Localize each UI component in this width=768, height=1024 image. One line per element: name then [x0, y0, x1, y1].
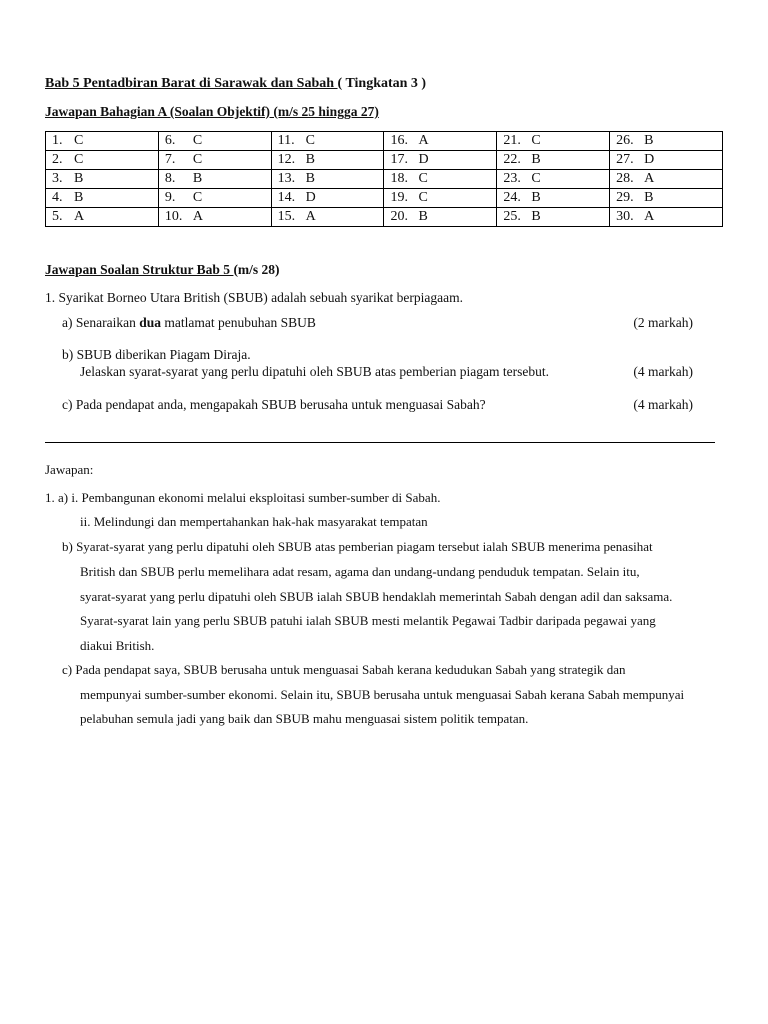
answer-letter: B [644, 190, 654, 205]
question-1a-bold: dua [139, 315, 161, 330]
structure-heading-main: Jawapan Soalan Struktur Bab 5 [45, 262, 234, 277]
answer-cell [610, 132, 723, 151]
question-number: 12. [277, 152, 296, 167]
question-number: 1. [52, 133, 63, 148]
question-number: 13. [277, 171, 296, 186]
answers-label: Jawapan: [45, 462, 94, 477]
title-tail: ( Tingkatan 3 ) [337, 76, 427, 91]
question-number: 30. [616, 209, 634, 224]
answer-letter: B [74, 171, 84, 186]
answer-letter: B [305, 171, 315, 186]
answer-cell [271, 189, 384, 208]
answer-1b-line: diakui British. [80, 638, 155, 653]
answer-table-row [46, 208, 723, 227]
answer-letter: D [418, 152, 429, 167]
answer-cell [271, 132, 384, 151]
answer-1b-line: Syarat-syarat lain yang perlu SBUB patuhi ialah SBUB mesti melantik Pegawai Tadbir daripada pegawai yang [80, 613, 656, 628]
question-number: 17. [390, 152, 408, 167]
answer-1a-ii: ii. Melindungi dan mempertahankan hak-hak masyarakat tempatan [80, 514, 428, 529]
answer-cell [46, 132, 159, 151]
answer-cell [271, 170, 384, 189]
question-number: 15. [277, 209, 296, 224]
answer-table-row [46, 132, 723, 151]
answer-cell [384, 189, 497, 208]
answer-table-row [46, 170, 723, 189]
answer-letter: B [192, 171, 203, 186]
answer-1b-line: syarat-syarat yang perlu dipatuhi oleh SBUB ialah SBUB hendaklah memerintah Sabah dengan adil dan saksama. [80, 589, 673, 604]
question-number: 9. [164, 190, 176, 205]
document-title [45, 76, 426, 92]
structure-section-heading [45, 262, 280, 278]
answer-cell [610, 208, 723, 227]
question-number: 24. [503, 190, 521, 205]
answer-letter: A [192, 209, 203, 224]
question-number: 16. [390, 133, 408, 148]
answer-letter: C [531, 133, 541, 148]
answer-table-row [46, 151, 723, 170]
question-1b-line2: Jelaskan syarat-syarat yang perlu dipatuhi oleh SBUB atas pemberian piagam tersebut. [80, 364, 549, 379]
question-number: 5. [52, 209, 63, 224]
answer-cell [384, 151, 497, 170]
question-1b-line1: b) SBUB diberikan Piagam Diraja. [62, 347, 251, 362]
answer-cell [271, 151, 384, 170]
question-1a [62, 315, 316, 331]
answer-letter: B [531, 190, 541, 205]
answer-letter: C [192, 190, 203, 205]
answer-1a-i: 1. a) i. Pembangunan ekonomi melalui eksploitasi sumber-sumber di Sabah. [45, 490, 441, 505]
answer-cell [497, 132, 610, 151]
question-number: 3. [52, 171, 63, 186]
question-number: 23. [503, 171, 521, 186]
answer-letter: B [418, 209, 428, 224]
question-1a-post: matlamat penubuhan SBUB [161, 315, 316, 330]
question-number: 26. [616, 133, 634, 148]
answer-cell [497, 189, 610, 208]
question-number: 21. [503, 133, 521, 148]
answer-letter: C [531, 171, 541, 186]
answer-letter: B [531, 152, 541, 167]
answer-letter: C [192, 152, 203, 167]
answer-cell [158, 151, 271, 170]
question-number: 8. [164, 171, 176, 186]
section-a-heading: Jawapan Bahagian A (Soalan Objektif) (m/s 25 hingga 27) [45, 104, 379, 119]
question-number: 27. [616, 152, 634, 167]
answer-letter: C [192, 133, 203, 148]
answer-1c-line: pelabuhan semula jadi yang baik dan SBUB mahu menguasai sistem politik tempatan. [80, 711, 529, 726]
answer-table-row [46, 189, 723, 208]
answer-letter: D [644, 152, 655, 167]
question-number: 2. [52, 152, 63, 167]
answer-cell [158, 132, 271, 151]
answer-1b-line: British dan SBUB perlu memelihara adat resam, agama dan undang-undang penduduk tempatan. Selain itu, [80, 564, 640, 579]
answer-1b-line: b) Syarat-syarat yang perlu dipatuhi oleh SBUB atas pemberian piagam tersebut ialah SBUB menerima penasihat [62, 539, 653, 554]
answer-1c-line: mempunyai sumber-sumber ekonomi. Selain itu, SBUB berusaha untuk menguasai Sabah kerana Sabah mempunyai [80, 687, 685, 702]
question-number: 11. [277, 133, 295, 148]
answer-letter: C [305, 133, 315, 148]
question-1c-marks: (4 markah) [633, 397, 693, 412]
answer-cell [271, 208, 384, 227]
answer-cell [158, 189, 271, 208]
answer-cell [46, 151, 159, 170]
question-1a-marks: (2 markah) [633, 315, 693, 330]
answer-letter: D [305, 190, 316, 205]
answer-cell [46, 189, 159, 208]
answer-cell [610, 151, 723, 170]
answer-letter: A [305, 209, 316, 224]
question-1a-pre: a) Senaraikan [62, 315, 140, 330]
question-number: 6. [164, 133, 176, 148]
answer-letter: A [644, 209, 655, 224]
question-number: 14. [277, 190, 296, 205]
answer-letter: B [305, 152, 315, 167]
answer-cell [158, 170, 271, 189]
answer-letter: A [74, 209, 85, 224]
question-number: 7. [164, 152, 176, 167]
answer-letter: B [531, 209, 541, 224]
title-main: Bab 5 Pentadbiran Barat di Sarawak dan Sabah [45, 76, 338, 91]
answer-cell [497, 151, 610, 170]
answer-letter: C [74, 152, 84, 167]
question-number: 4. [52, 190, 63, 205]
horizontal-rule [45, 442, 715, 443]
answer-cell [158, 208, 271, 227]
answer-cell [384, 208, 497, 227]
answer-cell [384, 170, 497, 189]
answer-letter: A [644, 171, 655, 186]
structure-heading-tail: (m/s 28) [233, 262, 280, 277]
answer-letter: A [418, 133, 429, 148]
question-number: 25. [503, 209, 521, 224]
answer-1c-line: c) Pada pendapat saya, SBUB berusaha untuk menguasai Sabah kerana kedudukan Sabah yang strategik dan [62, 662, 626, 677]
answer-letter: C [74, 133, 84, 148]
question-1c: c) Pada pendapat anda, mengapakah SBUB berusaha untuk menguasai Sabah? [62, 397, 486, 412]
question-number: 19. [390, 190, 408, 205]
question-number: 18. [390, 171, 408, 186]
question-number: 29. [616, 190, 634, 205]
question-1-stem: 1. Syarikat Borneo Utara British (SBUB) adalah sebuah syarikat berpiagaam. [45, 290, 464, 305]
answer-cell [46, 208, 159, 227]
question-number: 10. [164, 209, 183, 224]
answer-cell [497, 170, 610, 189]
answer-cell [610, 170, 723, 189]
answer-letter: C [418, 190, 428, 205]
question-number: 28. [616, 171, 634, 186]
answer-cell [610, 189, 723, 208]
answer-letter: B [74, 190, 84, 205]
answer-letter: C [418, 171, 428, 186]
question-number: 22. [503, 152, 521, 167]
answer-letter: B [644, 133, 654, 148]
question-number: 20. [390, 209, 408, 224]
answer-cell [46, 170, 159, 189]
answer-cell [497, 208, 610, 227]
answer-cell [384, 132, 497, 151]
question-1b-marks: (4 markah) [633, 364, 693, 379]
objective-answer-table [45, 131, 723, 227]
